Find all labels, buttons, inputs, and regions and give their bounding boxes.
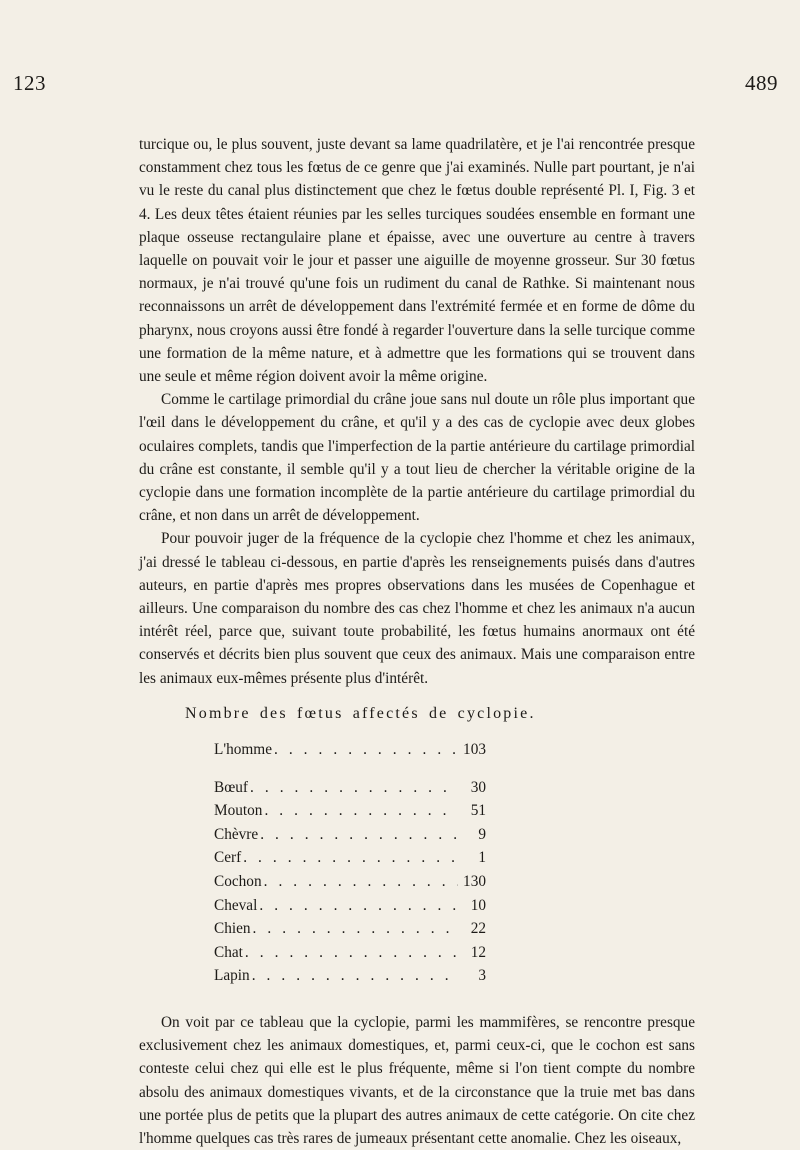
table-row: [214, 920, 486, 944]
row-label: Chat: [214, 943, 243, 961]
row-value: 51: [470, 802, 486, 820]
row-value: 3: [478, 967, 486, 985]
body-text-top: [139, 133, 695, 690]
row-label: Bœuf: [214, 778, 248, 796]
table-row: [214, 897, 486, 921]
leader-dots: [243, 849, 458, 867]
row-value: 10: [470, 896, 486, 914]
row-label: Chèvre: [214, 825, 259, 843]
row-value: 30: [470, 778, 486, 796]
table-row-human: [214, 741, 486, 765]
row-value: 1: [478, 849, 486, 867]
paragraph: Comme le cartilage primordial du crâne joue sans nul doute un rôle plus important que l'œil dans le développement du crâne, et qu'il y a des cas de cyclopie avec deux globes oculaires complets, tandis que l'imperfection de la partie antérieure du cartilage primordial du crâne est constante, il semble qu'il y a tout lieu de chercher la véritable origine de la cyclopie dans une formation incomplète de la partie antérieure du cartilage primordial du crâne, et non dans un arrêt de développement.: [139, 391, 695, 525]
table-row: [214, 967, 486, 991]
row-label: Cochon: [214, 872, 262, 890]
body-text-bottom: [139, 1011, 695, 1150]
table-row: [214, 779, 486, 803]
cyclopie-table: [214, 741, 486, 991]
leader-dots: [252, 967, 458, 985]
leader-dots: [274, 741, 458, 759]
row-value: 9: [478, 825, 486, 843]
row-label: Lapin: [214, 967, 250, 985]
row-value: 12: [470, 943, 486, 961]
paragraph: On voit par ce tableau que la cyclopie, parmi les mammifères, se rencontre presque exclusivement chez les animaux domestiques, et, parmi ceux-ci, que le cochon est sans conteste celui chez qui elle est le plus fréquente, même si l'on tient compte du nombre absolu des animaux domestiques vivants, et de la circonstance que la truie met bas dans une portée plus de petits que la plupart des autres animaux de cette catégorie. On cite chez l'homme quelques cas très rares de jumeaux présentant cette anomalie. Chez les oiseaux,: [139, 1014, 695, 1148]
leader-dots: [253, 920, 458, 938]
row-label: Chien: [214, 920, 251, 938]
row-label: Cheval: [214, 896, 258, 914]
table-row: [214, 944, 486, 968]
row-label: Cerf: [214, 849, 242, 867]
table-row: [214, 826, 486, 850]
leader-dots: [264, 802, 458, 820]
row-value: 22: [470, 920, 486, 938]
leader-dots: [260, 826, 458, 844]
leader-dots: [245, 944, 458, 962]
paragraph: Pour pouvoir juger de la fréquence de la cyclopie chez l'homme et chez les animaux, j'ai dressé le tableau ci-dessous, en partie d'après les renseignements puisés dans d'autres auteurs, en partie d'après mes propres observations dans les musées de Copenhague et ailleurs. Une comparaison du nombre des cas chez l'homme et chez les animaux n'a aucun intérêt réel, parce que, suivant toute probabilité, les fœtus humains anormaux ont été conservés et décrits bien plus souvent que ceux des animaux. Mais une comparaison entre les animaux eux-mêmes présente plus d'intérêt.: [139, 530, 695, 687]
row-value: 130: [463, 872, 486, 890]
paragraph: turcique ou, le plus souvent, juste devant sa lame quadrilatère, et je l'ai rencontrée presque constamment chez tous les fœtus de ce genre que j'ai examinés. Nulle part pourtant, je n'ai vu le reste du canal plus distinctement que chez le fœtus double représenté Pl. I, Fig. 3 et 4. Les deux têtes étaient réunies par les selles turciques soudées ensemble en formant une plaque osseuse rectangulaire plane et épaisse, avec une ouverture au centre à travers laquelle on pouvait voir le jour et passer une aiguille de moyenne grosseur. Sur 30 fœtus normaux, je n'ai trouvé qu'une fois un rudiment du canal de Rathke. Si maintenant nous reconnaissons un arrêt de développement dans l'extrémité fermée et en forme de dôme du pharynx, nous croyons aussi être fondé à regarder l'ouverture dans la selle turcique comme une formation de la même nature, et à admettre que les formations qui se trouvent dans une seule et même région doivent avoir la même origine.: [139, 136, 695, 386]
row-label: Mouton: [214, 802, 263, 820]
page-number-left: 123: [13, 71, 46, 95]
leader-dots: [259, 897, 458, 915]
page-number-right: 489: [745, 71, 778, 95]
row-label: L'homme: [214, 741, 272, 758]
table-row: [214, 802, 486, 826]
leader-dots: [264, 873, 458, 891]
row-value: 103: [463, 741, 486, 758]
leader-dots: [250, 779, 458, 797]
table-title: Nombre des fœtus affectés de cyclopie.: [185, 705, 536, 722]
table-row: [214, 849, 486, 873]
table-row: [214, 873, 486, 897]
table-gap: [214, 765, 486, 779]
